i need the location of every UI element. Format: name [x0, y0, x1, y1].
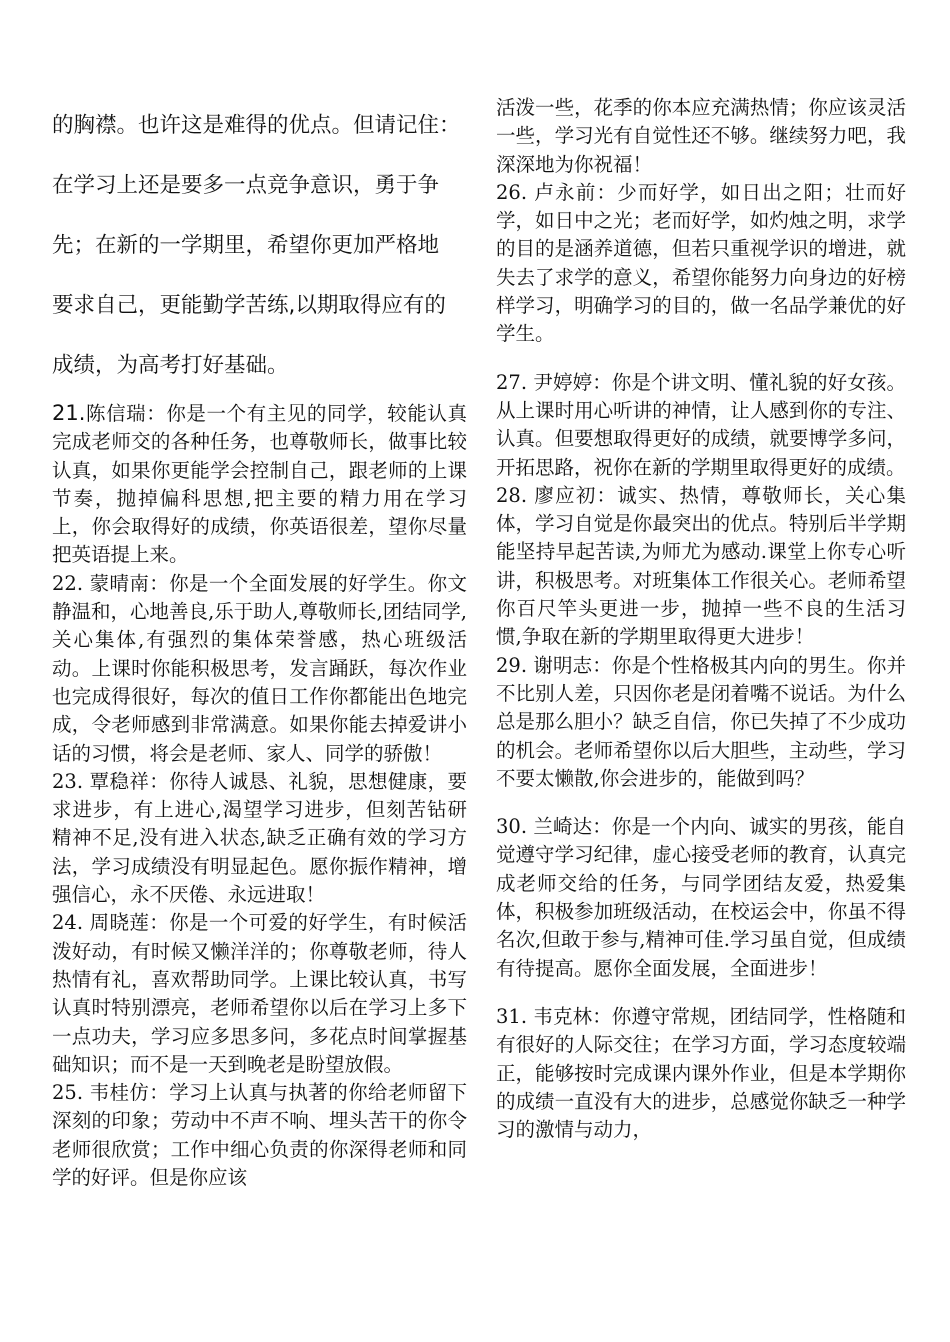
comment-text: 陈信瑞：你是一个有主见的同学，较能认真完成老师交的各种任务，也尊敬师长，做事比较认真，如果你更能学会控制自己，跟老师的上课节奏，抛掉偏科思想,把主要的精力用在学习上，你会取得好的成绩，你英语很差，望你尽量把英语提上来。: [52, 402, 467, 567]
comment-30: 30. 兰崎达：你是一个内向、诚实的男孩，能自觉遵守学习纪律，虚心接受老师的教育，认真完成老师交给的任务，与同学团结友爱，热爱集体，积极参加班级活动，在校运会中，你虽不得名次,但敢于参与,精神可佳.学习虽自觉，但成绩有待提高。愿你全面发展，全面进步！: [496, 815, 906, 980]
comment-list-left: [52, 399, 467, 1192]
comment-31: 31. 韦克林：你遵守常规，团结同学，性格随和有很好的人际交往；在学习方面，学习态度较端正，能够按时完成课内课外作业，但是本学期你的成绩一直没有大的进步，总感觉你缺乏一种学习的激情与动力，: [496, 1004, 906, 1142]
comment-29: 29. 谢明志：你是个性格极其内向的男生。你并不比别人差，只因你老是闭着嘴不说话。为什么总是那么胆小？缺乏自信，你已失掉了不少成功的机会。老师希望你以后大胆些，主动些，学习不要太懒散,你会进步的，能做到吗？: [496, 653, 906, 790]
comment-number: 21.: [52, 401, 86, 425]
comment-21: [52, 399, 467, 570]
comment-23: 23. 覃稳祥：你待人诚恳、礼貌，思想健康，要求进步，有上进心,渴望学习进步，但刻苦钻研精神不足,没有进入状态,缺乏正确有效的学习方法，学习成绩没有明显起色。愿你振作精神，增强信心，永不厌倦、永远进取！: [52, 769, 467, 907]
comment-26: 26. 卢永前：少而好学，如日出之阳；壮而好学，如日中之光；老而好学，如灼烛之明，求学的目的是涵养道德，但若只重视学识的增进，就失去了求学的意义，希望你能努力向身边的好榜样学习，明确学习的目的，做一名品学兼优的好学生。: [496, 180, 906, 346]
intro-line: 先；在新的一学期里，希望你更加严格地: [52, 233, 440, 258]
intro-paragraph: [52, 96, 467, 396]
intro-line: 的胸襟。也许这是难得的优点。但请记住：: [52, 113, 461, 138]
comment-list-right: [496, 94, 906, 1144]
intro-line: 在学习上还是要多一点竞争意识，勇于争: [52, 173, 440, 198]
intro-line: 成绩，为高考打好基础。: [52, 353, 289, 378]
comment-28: 28. 廖应初：诚实、热情，尊敬师长，关心集体，学习自觉是你最突出的优点。特别后半学期能坚持早起苦读,为师尤为感动.课堂上你专心听讲，积极思考。对班集体工作很关心。老师希望你百尺竿头更进一步，抛掉一些不良的生活习惯,争取在新的学期里取得更大进步！: [496, 483, 906, 649]
intro-line: 要求自己，更能勤学苦练,以期取得应有的: [52, 293, 446, 318]
comment-22: 22. 蒙晴南：你是一个全面发展的好学生。你文静温和，心地善良,乐于助人,尊敬师长,团结同学,关心集体,有强烈的集体荣誉感，热心班级活动。上课时你能积极思考，发言踊跃，每次作业也完成得很好，每次的值日工作你都能出色地完成，令老师感到非常满意。如果你能去掉爱讲小话的习惯，将会是老师、家人、同学的骄傲！: [52, 571, 467, 765]
comment-25-continued: 活泼一些，花季的你本应充满热情；你应该灵活一些，学习光有自觉性还不够。继续努力吧，我深深地为你祝福！: [496, 96, 906, 176]
comment-24: 24. 周晓莲：你是一个可爱的好学生，有时候活泼好动，有时候又懒洋洋的；你尊敬老师，待人热情有礼，喜欢帮助同学。上课比较认真，书写认真时特别漂亮，老师希望你以后在学习上多下一点功夫，学习应多思多问，多花点时间掌握基础知识；而不是一天到晚老是盼望放假。: [52, 911, 467, 1076]
comment-25-start: 25. 韦桂仿：学习上认真与执著的你给老师留下深刻的印象；劳动中不声不响、埋头苦干的你令老师很欣赏；工作中细心负责的你深得老师和同学的好评。但是你应该: [52, 1081, 467, 1190]
comment-27: 27. 尹婷婷：你是个讲文明、懂礼貌的好女孩。从上课时用心听讲的神情，让人感到你的专注、认真。但要想取得更好的成绩，就要博学多问，开拓思路，祝你在新的学期里取得更好的成绩。: [496, 370, 906, 479]
